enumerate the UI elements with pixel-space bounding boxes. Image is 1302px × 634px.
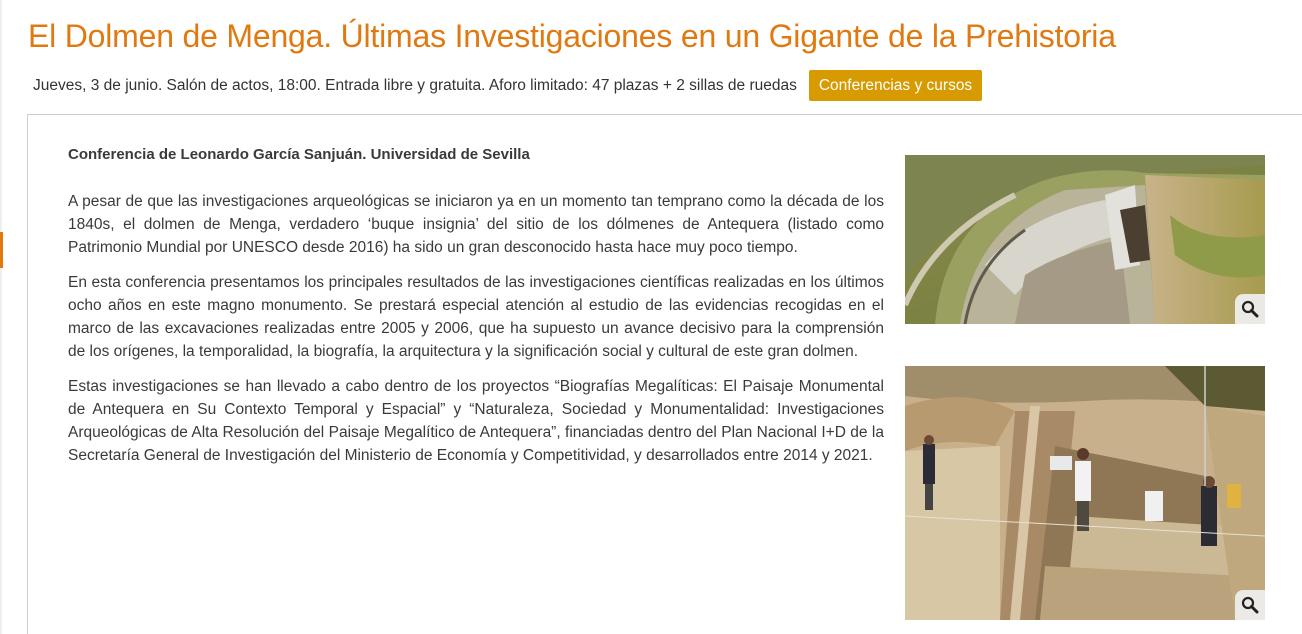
page-title: El Dolmen de Menga. Últimas Investigaciones en un Gigante de la Prehistoria [28,18,1116,54]
zoom-icon [1241,596,1259,614]
gallery-image-aerial[interactable] [905,155,1265,324]
event-meta-row [33,70,982,101]
gallery-image-excavation[interactable] [905,366,1265,620]
article-paragraph-1: A pesar de que las investigaciones arqueológicas se iniciaron ya en un momento tan temprano como la década de los 1840s, el dolmen de Menga, verdadero ‘buque insignia’ del sitio de los dólmenes de Antequera (listado como Patrimonio Mundial por UNESCO desde 2016) ha sido un gran desconocido hasta hace muy poco tiempo. [68,193,884,256]
zoom-button[interactable] [1235,294,1265,324]
article-paragraph-2: En esta conferencia presentamos los principales resultados de las investigaciones científicas realizadas en los últimos ocho años en este magno monumento. Se prestará especial atención al estudio de las evidencias recogidas en el marco de las excavaciones realizadas entre 2005 y 2006, que ha supuesto un avance decisivo para la comprensión de los orígenes, la temporalidad, la biografía, la arquitectura y la significación social y cultural de este gran dolmen. [68,274,884,360]
zoom-icon [1241,300,1259,318]
left-accent-marker [0,232,3,268]
left-edge-divider [0,0,2,634]
article-subtitle: Conferencia de Leonardo García Sanjuán. Universidad de Sevilla [68,146,530,163]
excavation-photo [905,366,1265,620]
category-badge[interactable]: Conferencias y cursos [809,70,982,101]
article-paragraph-3: Estas investigaciones se han llevado a cabo dentro de los proyectos “Biografías Megalíticas: El Paisaje Monumental de Antequera en Su Contexto Temporal y Espacial” y “Naturaleza, Sociedad y Monumentalidad: Investigaciones Arqueológicas de Alta Resolución del Paisaje Megalítico de Antequera”, financiadas dentro del Plan Nacional I+D de la Secretaría General de Investigación del Ministerio de Economía y Competitividad, y desarrollados entre 2014 y 2021. [68,378,884,464]
event-details: Jueves, 3 de junio. Salón de actos, 18:00. Entrada libre y gratuita. Aforo limitado: 47 plazas + 2 sillas de ruedas [33,76,797,94]
zoom-button[interactable] [1235,590,1265,620]
aerial-photo [905,155,1265,324]
article-body [68,140,884,479]
